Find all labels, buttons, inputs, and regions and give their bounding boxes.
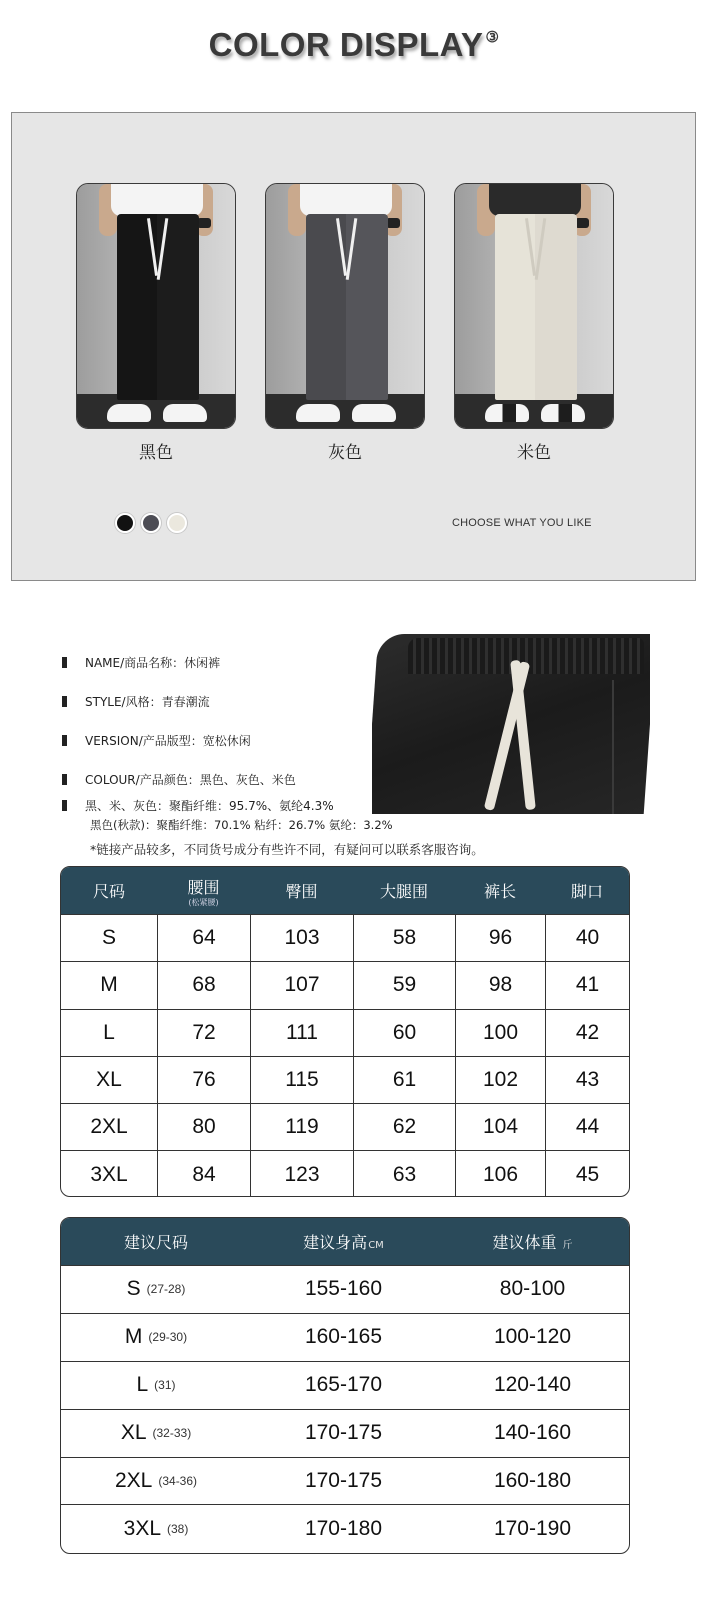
choose-tagline: CHOOSE WHAT YOU LIKE xyxy=(452,517,592,529)
table-row xyxy=(61,961,629,1008)
cell-size: S xyxy=(101,926,116,950)
color-display-panel xyxy=(11,112,696,581)
table-row xyxy=(61,1103,629,1150)
cell-hem: 41 xyxy=(545,962,629,1008)
title-mark: ③ xyxy=(485,29,500,46)
cell-length: 100 xyxy=(455,1010,545,1056)
header-size: 尺码 xyxy=(92,882,125,901)
swatch-beige[interactable] xyxy=(167,513,187,533)
rec-size-label: L xyxy=(136,1373,149,1397)
info-version-text: VERSION/产品版型：宽松休闲 xyxy=(85,734,251,748)
table-row xyxy=(61,1457,629,1505)
rec-size-label: 3XL xyxy=(123,1516,162,1540)
cell-rec-size xyxy=(61,1410,251,1457)
black-pants-photo[interactable] xyxy=(76,183,236,429)
cell-hip: 103 xyxy=(250,915,353,961)
table-row xyxy=(61,1504,629,1552)
cell-rec-weight: 80-100 xyxy=(499,1277,566,1301)
size-chart-header xyxy=(61,867,629,914)
cell-thigh: 60 xyxy=(353,1010,455,1056)
cell-length: 96 xyxy=(455,915,545,961)
rec-size-waist-range: (27-28) xyxy=(146,1282,186,1297)
bullet-icon xyxy=(62,735,67,746)
cell-hip: 107 xyxy=(250,962,353,1008)
info-note: *链接产品较多，不同货号成分有些许不同，有疑问可以联系客服咨询。 xyxy=(90,842,484,857)
header-rec-weight xyxy=(436,1230,629,1253)
grey-pants-photo[interactable] xyxy=(265,183,425,429)
cell-waist: 80 xyxy=(157,1104,250,1150)
height-unit: CM xyxy=(368,1240,384,1251)
info-version xyxy=(62,732,251,749)
table-row xyxy=(61,1313,629,1361)
cell-waist: 76 xyxy=(157,1057,250,1103)
table-row xyxy=(61,1009,629,1056)
cell-rec-height: 160-165 xyxy=(304,1325,383,1349)
waistband-detail-photo xyxy=(372,620,650,814)
rec-size-label: 2XL xyxy=(114,1469,153,1492)
rec-size-label: XL xyxy=(120,1421,147,1445)
cell-thigh: 59 xyxy=(353,962,455,1008)
swatch-black[interactable] xyxy=(115,513,135,533)
rec-size-waist-range: (34-36) xyxy=(158,1474,198,1488)
table-row xyxy=(61,1150,629,1197)
table-row xyxy=(61,1056,629,1103)
cell-length: 98 xyxy=(455,962,545,1008)
page-title-text: COLOR DISPLAY xyxy=(208,26,484,63)
header-rec-height xyxy=(251,1230,436,1253)
header-waist-note: (松紧腰) xyxy=(188,897,219,907)
cell-size: M xyxy=(100,973,118,997)
cell-thigh: 62 xyxy=(353,1104,455,1150)
cell-rec-weight: 120-140 xyxy=(493,1373,572,1397)
weight-unit: 斤 xyxy=(562,1240,573,1251)
rec-size-waist-range: (32-33) xyxy=(152,1426,192,1441)
beige-pants-photo[interactable] xyxy=(454,183,614,429)
bullet-icon xyxy=(62,696,67,707)
info-style xyxy=(62,693,210,710)
cell-thigh: 61 xyxy=(353,1057,455,1103)
cell-length: 104 xyxy=(455,1104,545,1150)
cell-rec-height: 155-160 xyxy=(304,1277,383,1301)
cell-hem: 45 xyxy=(545,1151,629,1197)
table-row xyxy=(61,1265,629,1313)
cell-length: 102 xyxy=(455,1057,545,1103)
cell-size: XL xyxy=(96,1068,122,1092)
header-length: 裤长 xyxy=(483,882,516,901)
cell-hip: 123 xyxy=(250,1151,353,1197)
bullet-icon xyxy=(62,657,67,668)
cell-rec-size xyxy=(61,1362,251,1409)
cell-rec-weight: 160-180 xyxy=(493,1469,572,1492)
cell-waist: 84 xyxy=(157,1151,250,1197)
header-thigh: 大腿围 xyxy=(379,882,428,901)
swatch-grey[interactable] xyxy=(141,513,161,533)
info-colour xyxy=(62,771,296,788)
rec-size-waist-range: (38) xyxy=(167,1521,189,1536)
info-material2: 黑色(秋款)：聚酯纤维：70.1% 粘纤：26.7% 氨纶：3.2% xyxy=(90,818,393,832)
cell-thigh: 63 xyxy=(353,1151,455,1197)
header-waist xyxy=(157,875,250,907)
color-swatches xyxy=(115,513,187,533)
rec-size-label: M xyxy=(124,1325,143,1349)
cell-rec-weight: 140-160 xyxy=(493,1421,572,1445)
header-hip: 臀围 xyxy=(285,882,318,901)
cell-rec-height: 165-170 xyxy=(304,1373,383,1397)
bullet-icon xyxy=(62,774,67,785)
cell-waist: 68 xyxy=(157,962,250,1008)
color-label-grey: 灰色 xyxy=(328,443,362,463)
cell-thigh: 58 xyxy=(353,915,455,961)
cell-hem: 42 xyxy=(545,1010,629,1056)
cell-size: 2XL xyxy=(90,1115,128,1139)
info-name-text: NAME/商品名称：休闲裤 xyxy=(85,656,221,670)
rec-size-waist-range: (29-30) xyxy=(148,1330,188,1345)
fit-recommendation-table xyxy=(60,1217,630,1554)
info-material xyxy=(62,797,334,814)
fit-header xyxy=(61,1218,629,1265)
cell-rec-height: 170-175 xyxy=(304,1469,383,1492)
header-rec-weight-label: 建议体重 xyxy=(492,1233,557,1252)
cell-waist: 72 xyxy=(157,1010,250,1056)
table-row xyxy=(61,914,629,961)
table-row xyxy=(61,1409,629,1457)
page-title xyxy=(0,26,708,64)
info-material1-text: 黑、米、灰色：聚酯纤维：95.7%、氨纶4.3% xyxy=(85,799,334,813)
rec-size-label: S xyxy=(126,1277,141,1301)
cell-hip: 115 xyxy=(250,1057,353,1103)
header-hem: 脚口 xyxy=(570,882,603,901)
header-rec-height-label: 建议身高 xyxy=(303,1233,368,1252)
cell-rec-height: 170-175 xyxy=(304,1421,383,1445)
cell-hip: 111 xyxy=(250,1010,353,1056)
cell-size: L xyxy=(103,1020,115,1044)
info-style-text: STYLE/风格：青春潮流 xyxy=(85,695,210,709)
color-label-black: 黑色 xyxy=(139,443,173,463)
cell-hem: 43 xyxy=(545,1057,629,1103)
rec-size-waist-range: (31) xyxy=(154,1378,176,1393)
cell-size: 3XL xyxy=(90,1162,128,1186)
size-chart-table xyxy=(60,866,630,1197)
color-label-beige: 米色 xyxy=(517,443,551,463)
cell-hem: 40 xyxy=(545,915,629,961)
cell-hem: 44 xyxy=(545,1104,629,1150)
cell-rec-weight: 170-190 xyxy=(493,1516,572,1540)
table-row xyxy=(61,1361,629,1409)
cell-rec-size xyxy=(61,1266,251,1313)
cell-rec-size xyxy=(61,1505,251,1552)
cell-rec-size xyxy=(61,1458,251,1505)
cell-rec-size xyxy=(61,1314,251,1361)
cell-length: 106 xyxy=(455,1151,545,1197)
cell-waist: 64 xyxy=(157,915,250,961)
header-waist-label: 腰围 xyxy=(187,877,220,897)
info-colour-text: COLOUR/产品颜色：黑色、灰色、米色 xyxy=(85,773,296,787)
bullet-icon xyxy=(62,800,67,811)
cell-hip: 119 xyxy=(250,1104,353,1150)
cell-rec-height: 170-180 xyxy=(304,1516,383,1540)
header-rec-size: 建议尺码 xyxy=(123,1233,188,1252)
cell-rec-weight: 100-120 xyxy=(493,1325,572,1349)
info-name xyxy=(62,654,220,671)
